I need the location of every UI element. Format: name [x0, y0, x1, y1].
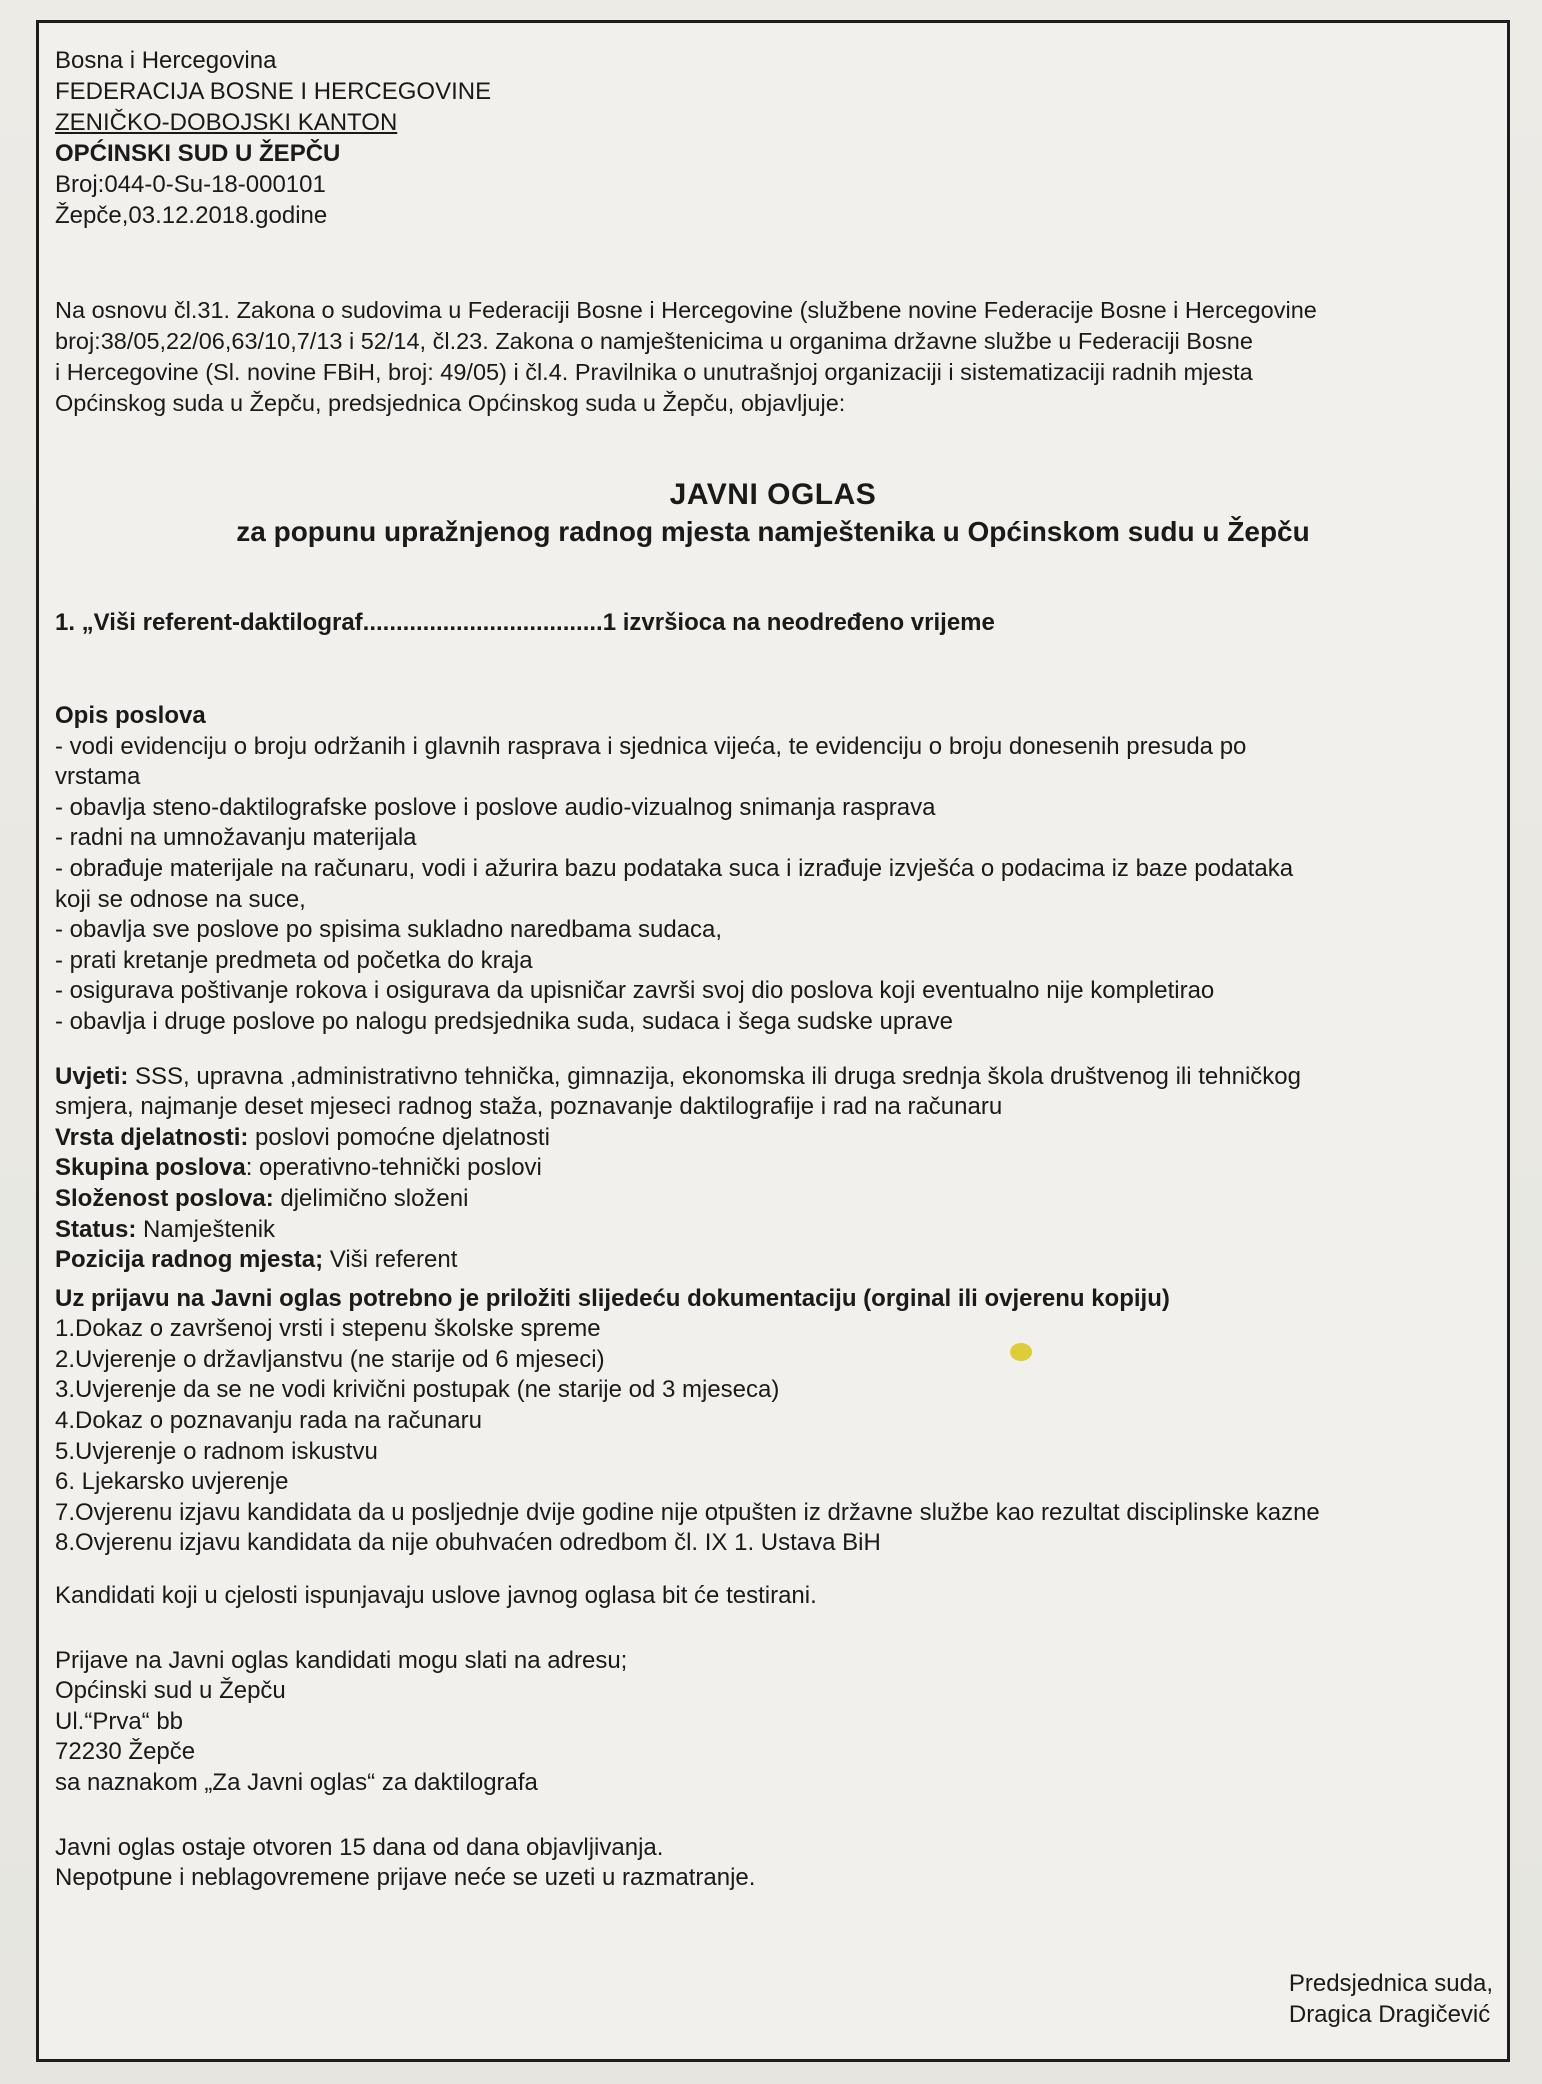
post-line: [55, 1245, 1491, 1276]
address-city: 72230 Žepče: [55, 1738, 196, 1766]
duty-item: - obrađuje materijale na računaru, vodi i ažurira bazu podataka suca i izrađuje izvješća o podacima iz baze podataka: [55, 854, 1294, 882]
activity-value: poslovi pomoćne djelatnosti: [248, 1123, 550, 1151]
document-item: 2.Uvjerenje o državljanstvu (ne starije od 6 mjeseci): [55, 1345, 605, 1373]
post-value: Viši referent: [323, 1246, 458, 1274]
duty-item: - osigurava poštivanje rokova i osigurava da upisničar završi svoj dio poslova koji eventualno nije kompletirao: [55, 977, 1215, 1005]
complexity-value: djelimično složeni: [273, 1184, 469, 1212]
intro-line: Općinskog suda u Žepču, predsjednica Općinskog suda u Žepču, objavljuje:: [55, 390, 846, 416]
duty-item: - vodi evidenciju o broju održanih i glavnih rasprava i sjednica vijeća, te evidenciju o broju donesenih presuda po: [55, 732, 1247, 760]
yellow-stain: [1010, 1343, 1032, 1361]
duty-item: - prati kretanje predmeta od početka do kraja: [55, 946, 533, 974]
header-country: Bosna i Hercegovina: [55, 47, 277, 74]
open-period: Javni oglas ostaje otvoren 15 dana od dana objavljivanja.: [55, 1833, 664, 1861]
duty-item: - obavlja i druge poslove po nalogu predsjednika suda, sudaca i šega sudske uprave: [55, 1007, 953, 1035]
group-label: Skupina poslova: [55, 1154, 246, 1182]
notice-subtitle: za popunu upražnjenog radnog mjesta namještenika u Općinskom sudu u Žepču: [236, 516, 1310, 547]
conditions-section: [55, 1062, 1491, 1276]
duty-item: vrstama: [55, 763, 141, 791]
header-canton: ZENIČKO-DOBOJSKI KANTON: [55, 109, 398, 136]
intro-line: broj:38/05,22/06,63/10,7/13 i 52/14, čl.23. Zakona o namještenicima u organima državne službe u Federaciji Bosne: [55, 328, 1253, 354]
document-item: 8.Ovjerenu izjavu kandidata da nije obuhvaćen odredbom čl. IX 1. Ustava BiH: [55, 1529, 881, 1557]
header-court: OPĆINSKI SUD U ŽEPČU: [55, 140, 341, 167]
spacer: [55, 231, 1491, 295]
intro-line: Na osnovu čl.31. Zakona o sudovima u Federaciji Bosne i Hercegovine (službene novine Federacije Bosne i Hercegovine: [55, 297, 1317, 323]
conditions-line: [55, 1062, 1491, 1093]
document-item: 1.Dokaz o završenoj vrsti i stepenu školske spreme: [55, 1315, 601, 1343]
court-header: [55, 45, 1491, 231]
conditions-line-2: smjera, najmanje deset mjeseci radnog staža, poznavanje daktilografije i rad na računaru: [55, 1093, 1003, 1121]
public-notice-box: [36, 20, 1510, 2062]
signature-name: Dragica Dragičević: [1288, 2001, 1491, 2028]
complexity-line: [55, 1184, 1491, 1215]
activity-label: Vrsta djelatnosti:: [55, 1123, 249, 1151]
group-line: [55, 1153, 1491, 1184]
testing-note: Kandidati koji u cjelosti ispunjavaju uslove javnog oglasa bit će testirani.: [55, 1582, 817, 1610]
incomplete-note: Nepotpune i neblagovremene prijave neće se uzeti u razmatranje.: [55, 1864, 756, 1892]
conditions-label: Uvjeti:: [55, 1062, 129, 1090]
activity-line: [55, 1123, 1491, 1154]
post-label: Pozicija radnog mjesta;: [55, 1246, 324, 1274]
document-item: 5.Uvjerenje o radnom iskustvu: [55, 1437, 378, 1465]
complexity-label: Složenost poslova:: [55, 1184, 274, 1212]
status-value: Namještenik: [136, 1215, 276, 1243]
document-item: 3.Uvjerenje da se ne vodi krivični postupak (ne starije od 3 mjeseca): [55, 1376, 780, 1404]
header-federation: FEDERACIJA BOSNE I HERCEGOVINE: [55, 78, 492, 105]
position-heading: 1. „Viši referent-daktilograf....................................1 izvršioca na neodređeno vrijeme: [55, 609, 995, 636]
duty-item: - obavlja steno-daktilografske poslove i poslove audio-vizualnog snimanja rasprava: [55, 793, 936, 821]
duty-item: koji se odnose na suce,: [55, 885, 306, 913]
header-place-date: Žepče,03.12.2018.godine: [55, 202, 328, 229]
header-case-number: Broj:044-0-Su-18-000101: [55, 171, 326, 198]
address-block: [55, 1646, 1491, 1799]
duties-heading: Opis poslova: [55, 702, 206, 729]
duty-item: - radni na umnožavanju materijala: [55, 824, 417, 852]
document-item: 6. Ljekarsko uvjerenje: [55, 1468, 289, 1496]
signature-block: [1289, 1968, 1493, 2030]
conditions-value: SSS, upravna ,administrativno tehnička, gimnazija, ekonomska ili druga srednja škola društvenog ili tehničkog: [128, 1062, 1301, 1090]
signature-role: Predsjednica suda,: [1288, 1970, 1493, 1997]
status-label: Status:: [55, 1215, 137, 1243]
closing-block: [55, 1833, 1491, 1894]
duties-section: [55, 701, 1491, 1038]
address-intro: Prijave na Javni oglas kandidati mogu slati na adresu;: [55, 1646, 628, 1674]
document-item: 4.Dokaz o poznavanju rada na računaru: [55, 1407, 482, 1435]
address-street: Ul.“Prva“ bb: [55, 1707, 184, 1735]
documents-heading: Uz prijavu na Javni oglas potrebno je priložiti slijedeću dokumentaciju (orginal ili ovjerenu kopiju): [55, 1284, 1170, 1312]
address-mark: sa naznakom „Za Javni oglas“ za daktilografa: [55, 1769, 538, 1796]
notice-title: JAVNI OGLAS: [669, 478, 877, 511]
notice-title-block: [55, 477, 1491, 551]
notice-content: [55, 45, 1491, 1894]
intro-line: i Hercegovine (Sl. novine FBiH, broj: 49/05) i čl.4. Pravilnika o unutrašnjoj organizaciji i sistematizaciji radnih mjesta: [55, 359, 1253, 385]
address-name: Općinski sud u Žepču: [55, 1677, 286, 1705]
group-value: : operativno-tehnički poslovi: [245, 1154, 542, 1182]
status-line: [55, 1215, 1491, 1246]
intro-paragraph: [55, 295, 1485, 419]
document-item: 7.Ovjerenu izjavu kandidata da u posljednje dvije godine nije otpušten iz državne službe kao rezultat disciplinske kazne: [55, 1498, 1320, 1526]
documents-section: [55, 1284, 1491, 1559]
duty-item: - obavlja sve poslove po spisima sukladno naredbama sudaca,: [55, 916, 723, 944]
